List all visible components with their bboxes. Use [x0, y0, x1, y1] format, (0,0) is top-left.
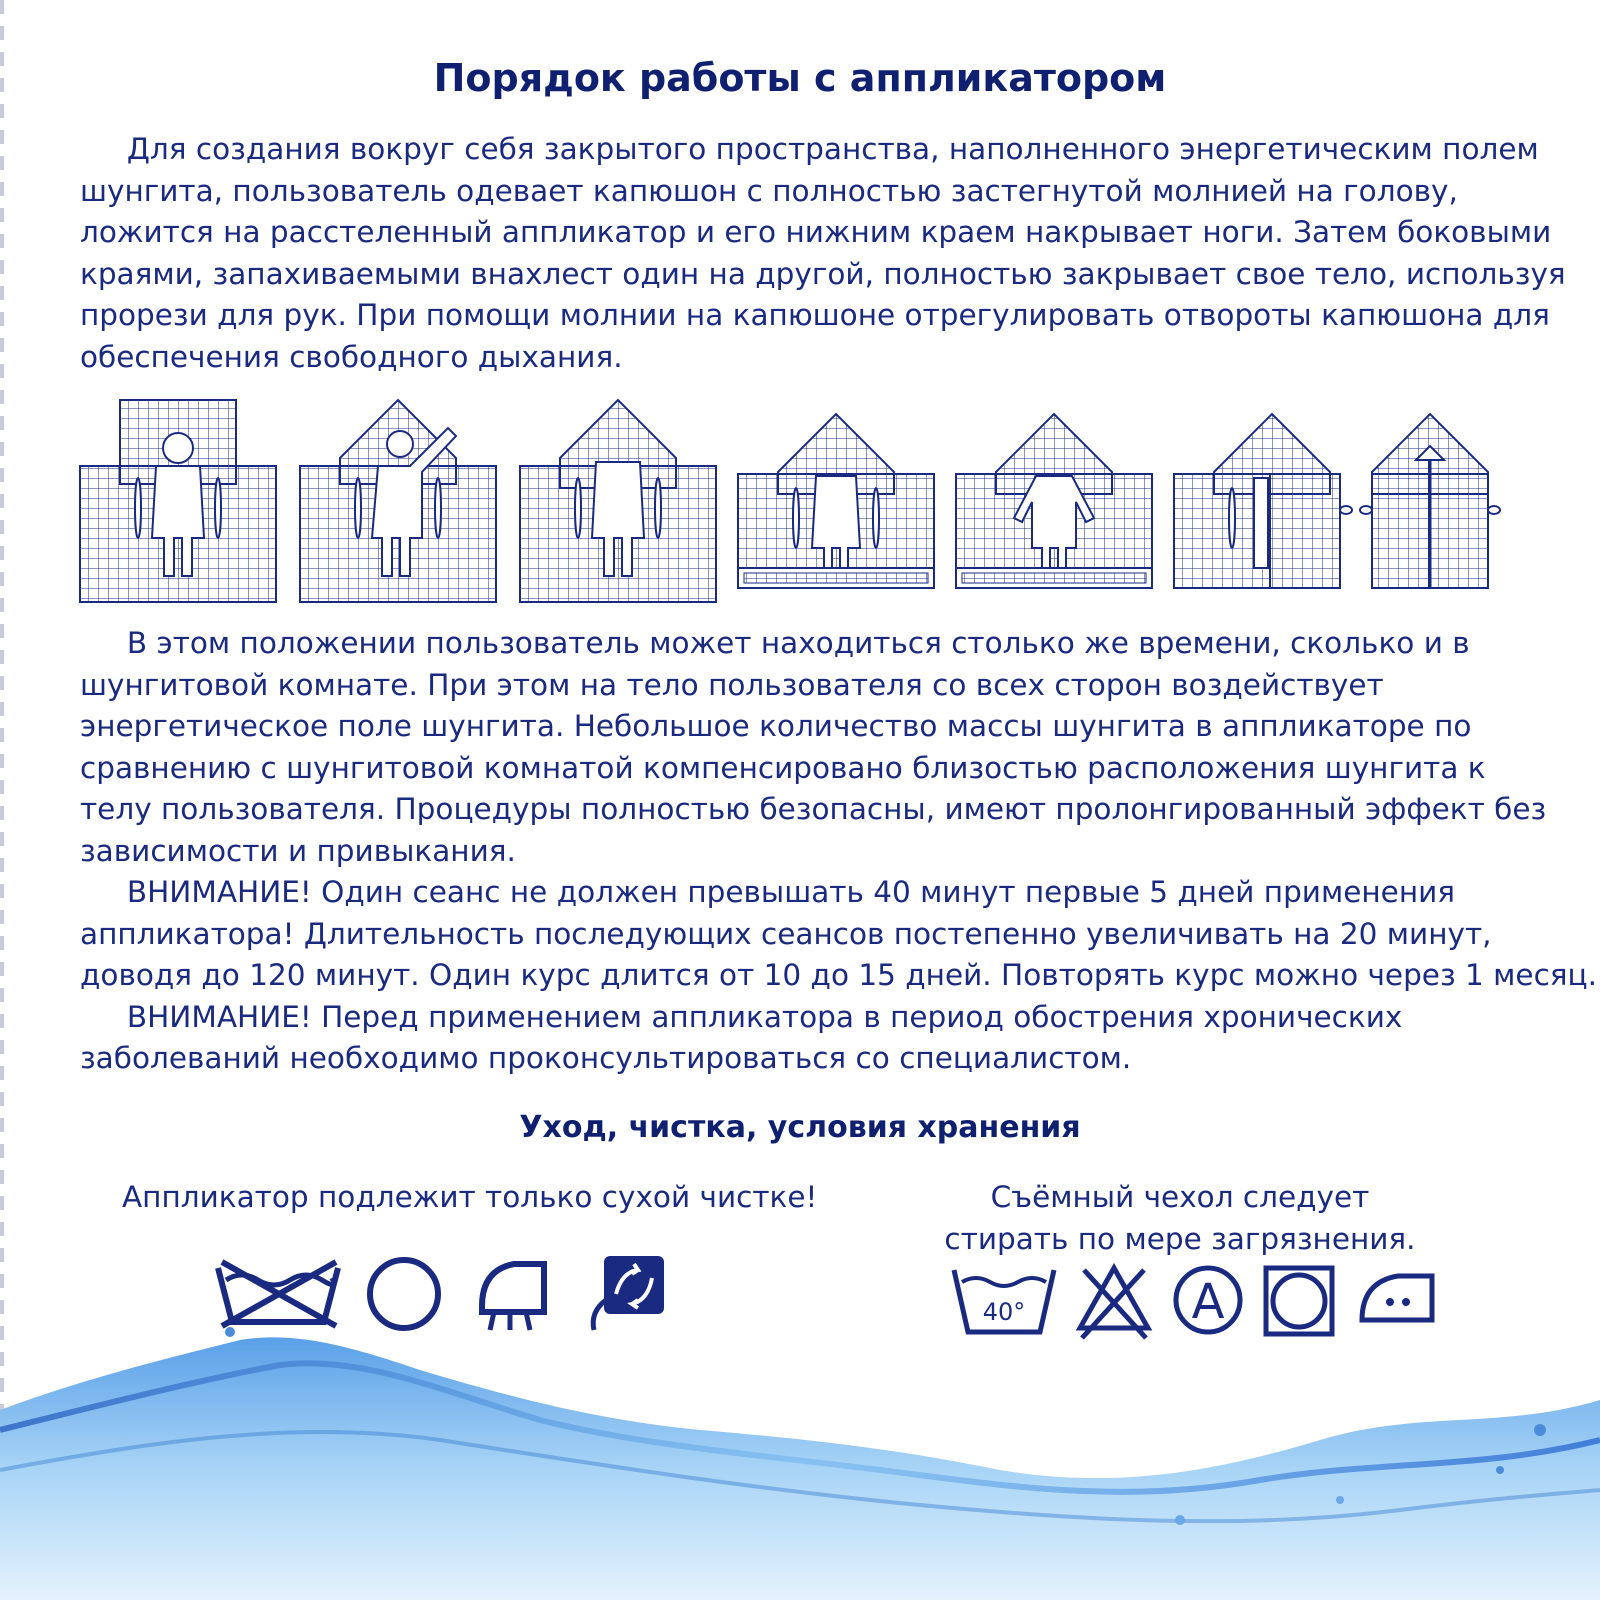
dry-clean-letter: A — [1191, 1274, 1225, 1330]
instructions-line: прорези для рук. При помощи молнии на капюшоне отрегулировать отвороты капюшона для — [80, 298, 1550, 332]
instructions-line: краями, запахиваемыми внахлест один на другой, полностью закрывает свое тело, используя — [80, 256, 1566, 291]
details-line: аппликатора! Длительность последующих сеансов постепенно увеличивать на 20 минут, — [80, 916, 1492, 951]
details-line: доводя до 120 минут. Один курс длится от 10 до 15 дней. Повторять курс можно через 1 месяц. — [80, 958, 1597, 992]
iron-two-dots-icon — [1362, 1276, 1432, 1320]
applicator-steps-illustration — [78, 398, 1528, 612]
details-line: заболеваний необходимо проконсультироваться со специалистом. — [80, 1041, 1132, 1075]
details-line: В этом положении пользователь может находиться столько же времени, сколько и в — [80, 626, 1470, 660]
left-care-symbols — [214, 1256, 674, 1356]
step-1-figure — [80, 400, 276, 602]
step-6-figure — [1174, 414, 1352, 588]
details-line: ВНИМАНИЕ! Перед применением аппликатора в период обострения хронических — [80, 999, 1403, 1034]
dry-clean-a-icon — [1176, 1268, 1240, 1332]
no-bleach-icon — [1080, 1268, 1148, 1338]
wash-temp-label: 40° — [982, 1298, 1026, 1326]
step-2-figure — [300, 400, 496, 602]
right-care-symbols — [950, 1262, 1440, 1348]
step-4-figure — [738, 414, 934, 588]
instructions-line: Для создания вокруг себя закрытого пространства, наполненного энергетическим полем — [80, 132, 1539, 166]
details-line: зависимости и привыкания. — [80, 833, 516, 868]
no-steam-iron-icon — [482, 1264, 544, 1330]
no-wash-icon — [218, 1262, 338, 1326]
instructions-line: обеспечения свободного дыхания. — [80, 339, 623, 374]
care-title: Уход, чистка, условия хранения — [519, 1110, 1081, 1145]
details-line: шунгитовой комнате. При этом на тело пользователя со всех сторон воздействует — [80, 667, 1384, 702]
water-splash-image — [0, 1320, 1600, 1600]
step-7-figure — [1360, 414, 1500, 588]
step-3-figure — [520, 400, 716, 602]
care-arrows-icon — [593, 1256, 664, 1330]
instructions-line: шунгита, пользователь одевает капюшон с полностью застегнутой молнией на голову, — [80, 173, 1458, 208]
details-line: телу пользователя. Процедуры полностью безопасны, имеют пролонгированный эффект без — [80, 792, 1547, 826]
details-line: энергетическое поле шунгита. Небольшое количество массы шунгита в аппликаторе по — [80, 709, 1472, 743]
instructions-line: ложится на расстеленный аппликатор и его нижним краем накрывает ноги. Затем боковыми — [80, 215, 1552, 249]
care-left-text: Аппликатор подлежит только сухой чистке! — [122, 1180, 818, 1214]
care-right-text: Съёмный чехол следует стирать по мере загрязнения. — [944, 1180, 1416, 1256]
dry-clean-icon — [370, 1260, 438, 1328]
tumble-dry-icon — [1266, 1268, 1332, 1334]
wash-40-icon — [954, 1270, 1054, 1332]
page-title: Порядок работы с аппликатором — [433, 56, 1167, 100]
step-5-figure — [956, 414, 1152, 588]
details-line: сравнению с шунгитовой комнатой компенсировано близостью расположения шунгита к — [80, 750, 1486, 785]
details-line: ВНИМАНИЕ! Один сеанс не должен превышать 40 минут первые 5 дней применения — [80, 875, 1456, 909]
